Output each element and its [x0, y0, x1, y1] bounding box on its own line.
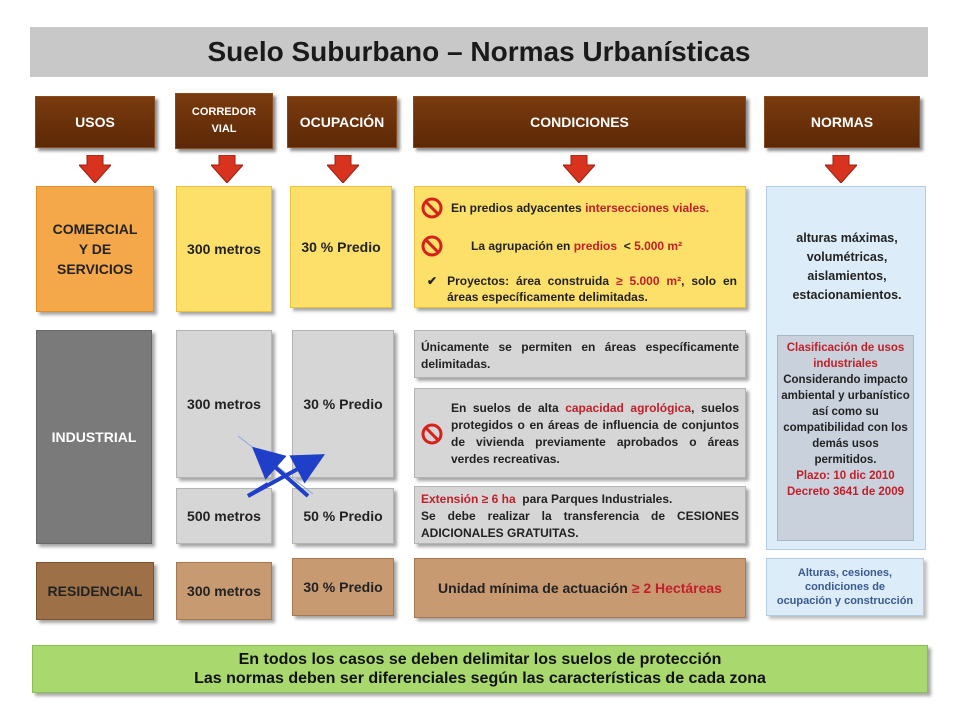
condicion-proyectos-red: ≥ 5.000 m² [615, 274, 682, 288]
uso-residencial-label: RESIDENCIAL [47, 583, 143, 599]
header-corredor-label-1: CORREDOR [191, 106, 257, 118]
corredor-industrial-1-value: 300 metros [187, 396, 261, 412]
header-usos [35, 96, 155, 148]
condiciones-industrial-3-pre: para Parques Industriales. [515, 492, 673, 506]
corredor-industrial-2-value: 500 metros [187, 508, 261, 524]
prohibited-icon [421, 197, 443, 219]
corredor-residencial [176, 562, 272, 620]
condicion-intersecciones-red: intersecciones viales. [585, 201, 710, 215]
footer-line-2: Las normas deben ser diferenciales según las características de cada zona [194, 670, 766, 687]
normas-panel [766, 186, 926, 550]
condicion-proyectos-text [447, 273, 737, 305]
condiciones-industrial-1 [414, 330, 746, 378]
condiciones-residencial-pre: Unidad mínima de actuación [438, 580, 628, 596]
normas-general-line-4: estacionamientos. [792, 288, 902, 302]
uso-comercial-line-2: Y DE [78, 241, 112, 257]
condiciones-industrial-2 [414, 388, 746, 478]
clasificacion-decreto: Decreto 3641 de 2009 [787, 486, 904, 498]
page-title: Suelo Suburbano – Normas Urbanísticas [30, 27, 928, 77]
clasificacion-plazo: Plazo: 10 dic 2010 [796, 470, 895, 482]
normas-general-line-2: volumétricas, [806, 250, 888, 264]
condiciones-industrial-3-line-2: Se debe realizar la transferencia de CESIONES ADICIONALES GRATUITAS. [421, 509, 739, 540]
uso-comercial-line-3: SERVICIOS [57, 261, 133, 277]
ocupacion-residencial-value: 30 % Predio [303, 579, 383, 595]
condicion-intersecciones [421, 197, 737, 219]
normas-general [767, 229, 927, 305]
condicion-agrupacion-pre: La agrupación en [471, 239, 574, 253]
condiciones-residencial [414, 558, 746, 618]
header-corredor-vial [175, 93, 273, 149]
condiciones-industrial-3-red: Extensión ≥ 6 ha [421, 492, 516, 506]
condicion-agrupacion-red: predios [573, 239, 618, 253]
condiciones-industrial-3 [414, 486, 746, 544]
swap-arrows-icon [228, 430, 328, 500]
condiciones-industrial-1-text: Únicamente se permiten en áreas específicamente delimitadas. [421, 340, 739, 371]
condiciones-industrial-3-line-1 [421, 491, 739, 508]
arrow-down-icon [79, 155, 111, 183]
condicion-proyectos-pre: Proyectos: área construida [447, 274, 616, 288]
header-condiciones [413, 96, 746, 148]
condicion-intersecciones-text [451, 201, 709, 215]
header-usos-label: USOS [75, 114, 115, 130]
prohibited-icon [421, 423, 443, 445]
normas-general-line-3: aislamientos, [807, 269, 887, 283]
uso-residencial [36, 562, 154, 620]
arrow-down-icon [211, 155, 243, 183]
normas-residencial-line-3: ocupación y construcción [776, 595, 914, 607]
footer-line-1: En todos los casos se deben delimitar los suelos de protección [238, 651, 722, 668]
ocupacion-industrial-2-value: 50 % Predio [303, 508, 383, 524]
uso-industrial [36, 330, 152, 544]
ocupacion-residencial [292, 558, 394, 616]
corredor-residencial-value: 300 metros [187, 583, 261, 599]
normas-residencial [766, 558, 924, 616]
arrow-down-icon [825, 155, 857, 183]
ocupacion-comercial [290, 186, 392, 308]
condicion-intersecciones-pre: En predios adyacentes [451, 201, 586, 215]
normas-general-line-1: alturas máximas, [796, 231, 898, 245]
header-normas [764, 96, 920, 148]
clasificacion-industrial [777, 335, 914, 541]
ocupacion-comercial-value: 30 % Predio [301, 239, 381, 255]
header-condiciones-label: CONDICIONES [530, 114, 629, 130]
ocupacion-industrial-1-value: 30 % Predio [303, 396, 383, 412]
arrow-down-icon [327, 155, 359, 183]
condicion-agrupacion-red-2: 5.000 m² [634, 239, 683, 253]
uso-comercial [36, 186, 154, 312]
header-ocupacion-label: OCUPACIÓN [299, 114, 385, 130]
clasificacion-title: Clasificación de usos industriales [786, 342, 905, 370]
condiciones-residencial-red: ≥ 2 Hectáreas [631, 580, 722, 596]
condicion-proyectos-post: , solo en áreas específicamente delimitadas. [447, 274, 737, 304]
corredor-comercial-value: 300 metros [187, 241, 261, 257]
condicion-proyectos [421, 273, 737, 305]
header-corredor-label-2: VIAL [211, 123, 237, 135]
header-ocupacion [287, 96, 397, 148]
normas-residencial-line-1: Alturas, cesiones, [797, 567, 893, 579]
prohibited-icon [421, 235, 443, 257]
uso-industrial-label: INDUSTRIAL [51, 429, 137, 445]
clasificacion-body: Considerando impacto ambiental y urbanístico así como su compatibilidad con los demás usos permitidos. [781, 374, 910, 466]
condicion-agrupacion-mid: < [617, 239, 635, 253]
condicion-agrupacion [421, 225, 737, 267]
corredor-comercial [176, 186, 272, 312]
check-icon: ✔ [427, 274, 438, 288]
header-normas-label: NORMAS [810, 114, 874, 130]
arrow-down-icon [563, 155, 595, 183]
condiciones-industrial-2-post: , suelos protegidos o en áreas de influencia de conjuntos de vivienda previamente aprobados o áreas verdes recreativas. [451, 401, 739, 466]
footer-note [32, 645, 928, 693]
uso-comercial-line-1: COMERCIAL [52, 221, 138, 237]
condicion-agrupacion-text [451, 225, 682, 267]
condiciones-comercial [414, 186, 746, 308]
condiciones-industrial-2-text [451, 400, 739, 468]
normas-residencial-line-2: condiciones de [804, 581, 886, 593]
condiciones-industrial-2-red: capacidad agrológica [565, 401, 692, 415]
condiciones-industrial-2-pre: En suelos de alta [451, 401, 566, 415]
